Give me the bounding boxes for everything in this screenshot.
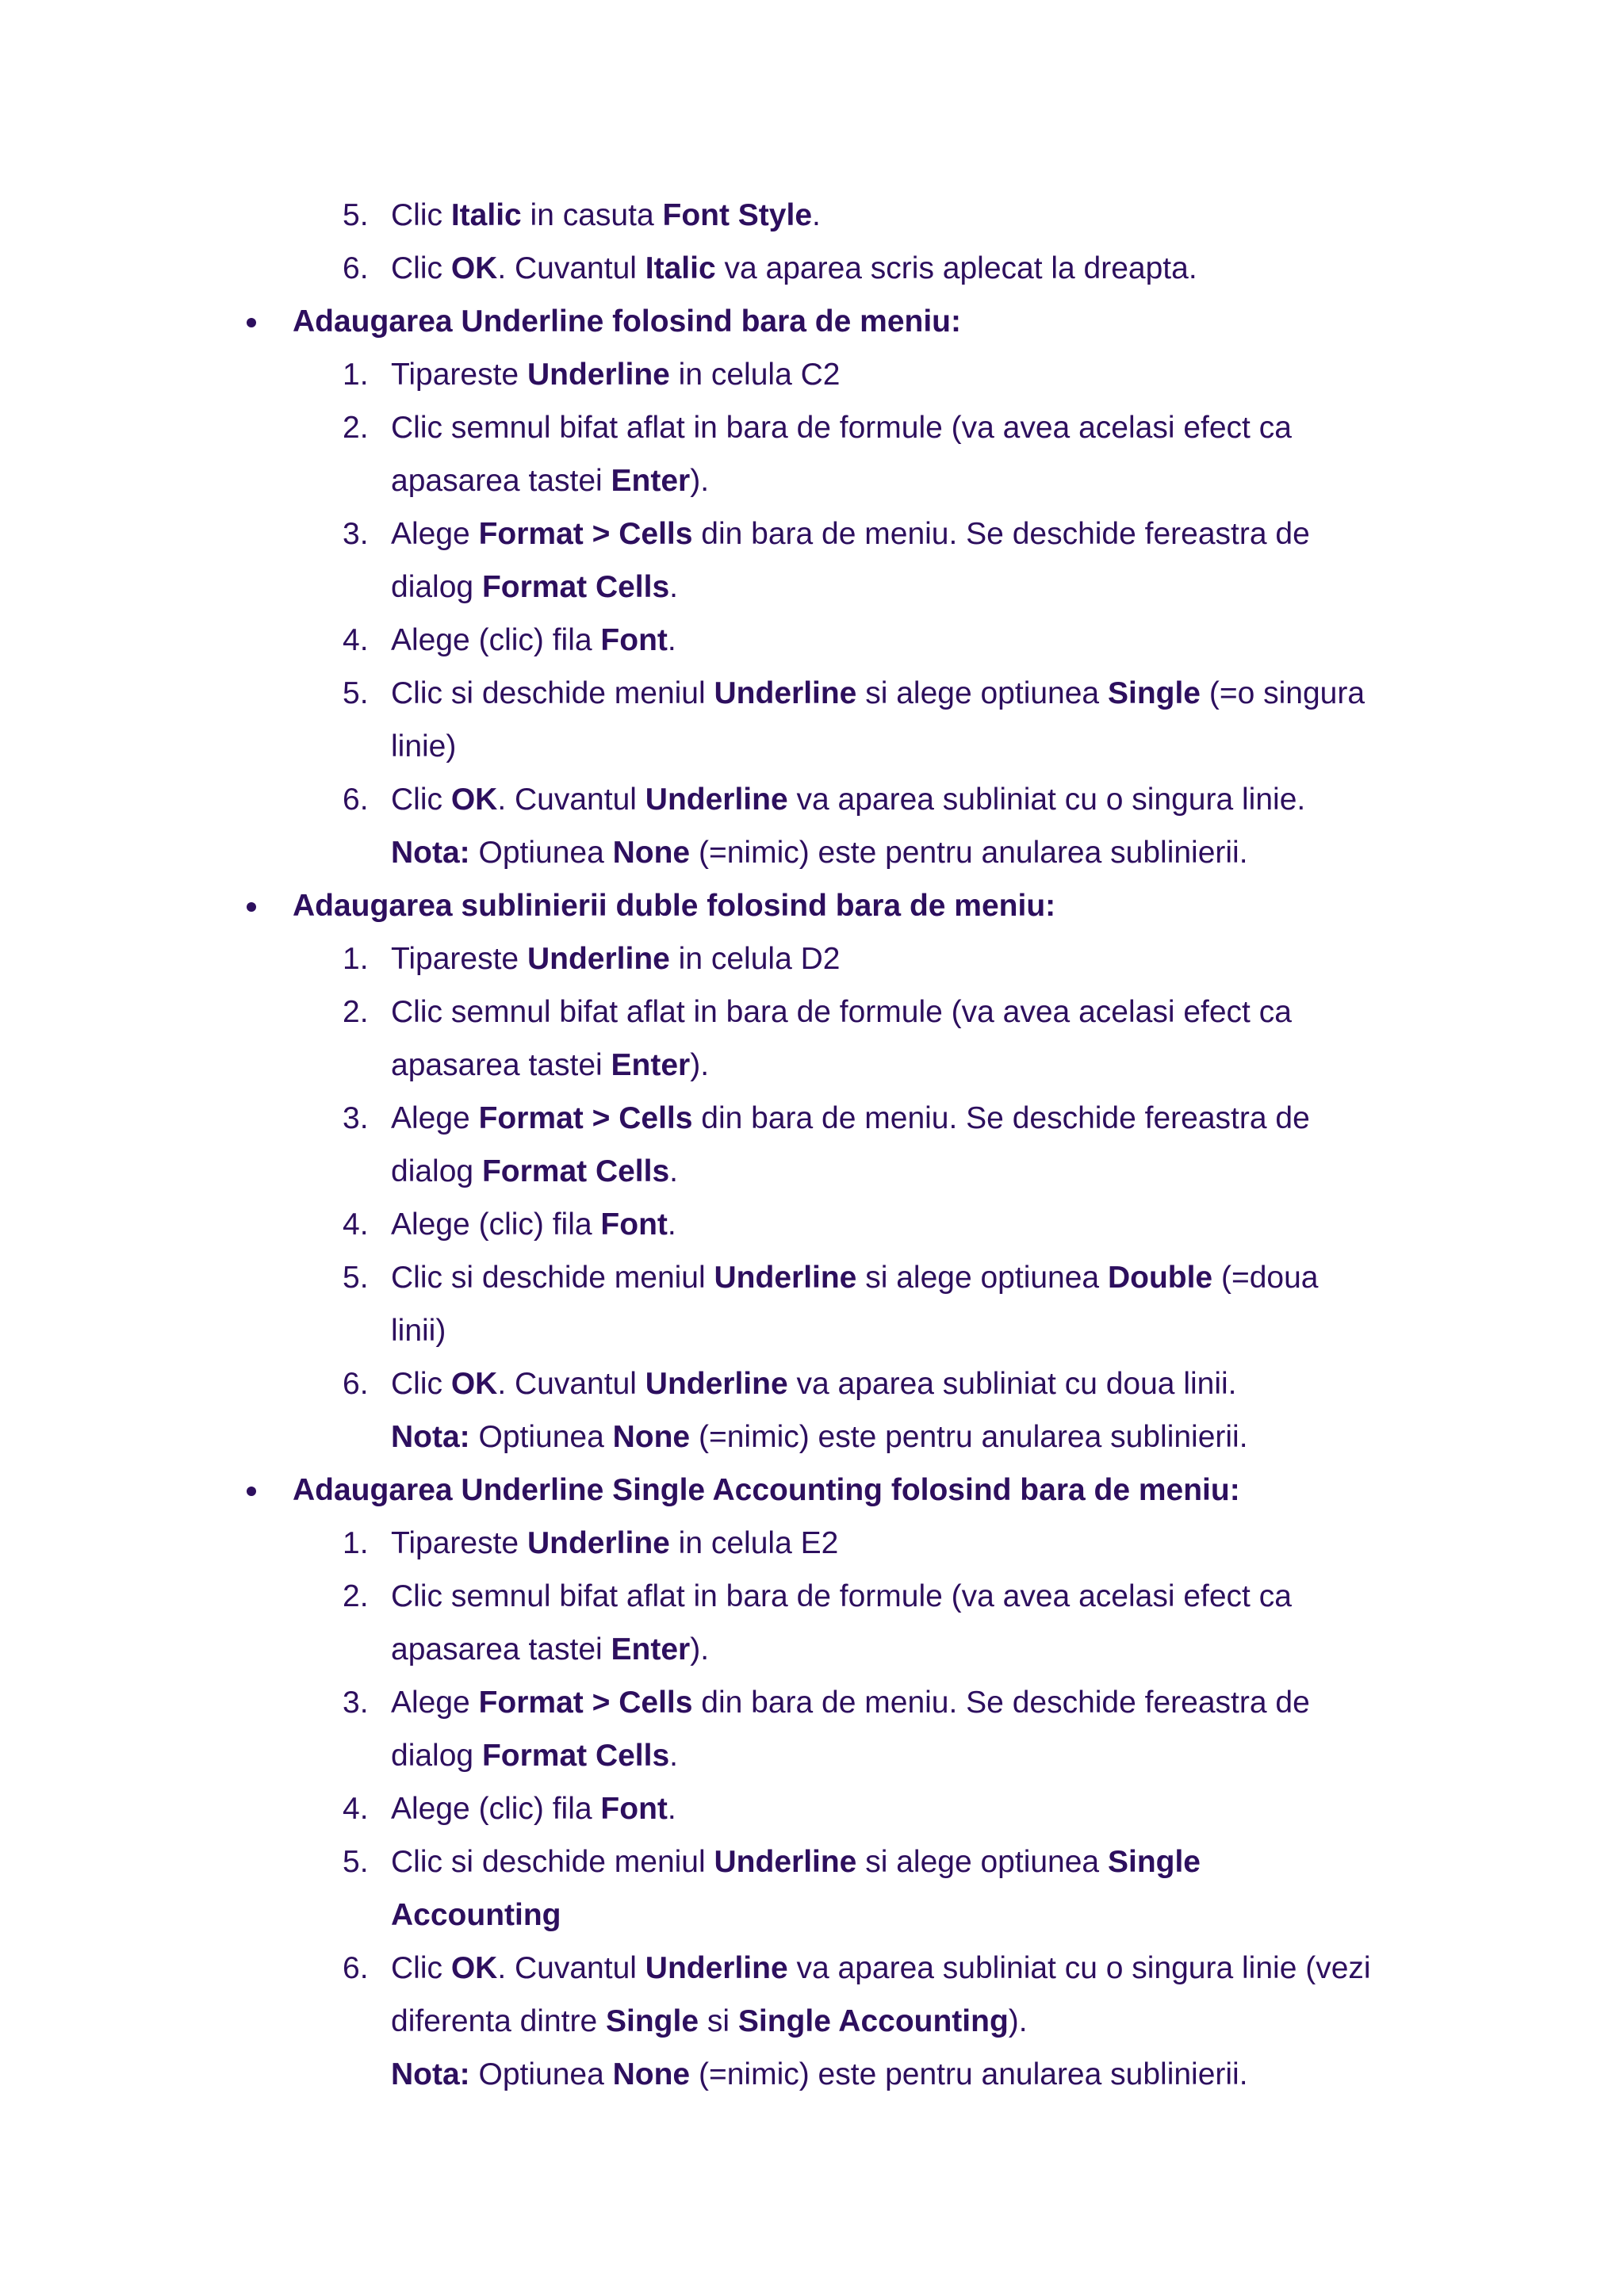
text-run: Alege [391,517,479,551]
step-text [391,1942,1371,1995]
bullet-heading [0,879,1624,932]
numbered-step [0,1570,1624,1623]
text-run: dialog [391,570,482,604]
text-run: (=doua [1212,1261,1319,1295]
bold-term: Single [1107,676,1201,710]
step-continuation [0,1623,1624,1676]
step-text [391,985,1292,1039]
text-run: Clic si deschide meniul [391,1845,714,1879]
step-number: 1. [343,1526,369,1560]
bold-term: OK [450,783,498,817]
bold-term: Underline [645,783,788,817]
text-run: Optiunea [469,1420,613,1454]
step-number: 6. [343,1367,369,1401]
bold-term: Nota: [391,2057,470,2091]
bold-term: Nota: [391,836,470,870]
text-run: . Cuvantul [497,783,645,817]
bold-term: Font [600,623,668,657]
text-run: . [669,1739,679,1773]
text-run: din bara de meniu. Se deschide fereastra de [692,1101,1310,1135]
step-text [391,1198,676,1251]
bold-term: Underline [645,1367,788,1401]
bold-term: Underline [645,1951,788,1985]
text-run: (=nimic) este pentru anularea sublinierii. [690,2057,1248,2091]
step-continuation [0,1410,1624,1464]
step-text [391,1092,1310,1145]
step-number: 2. [343,1579,369,1613]
step-continuation [0,1995,1624,2048]
bold-term: Format Cells [481,1739,670,1773]
text-run: si alege optiunea [856,1845,1108,1879]
step-text [391,1251,1319,1304]
text-run: (=o singura [1201,676,1365,710]
text-run: in celula D2 [669,942,841,976]
step-text [391,348,840,401]
bold-term: Underline [527,1526,670,1560]
text-run: Optiunea [469,2057,613,2091]
bold-term: Italic [645,251,716,285]
step-text [391,1676,1310,1729]
text-run: si [699,2004,738,2038]
text-run: ). [1008,2004,1028,2038]
step-text [391,1782,676,1835]
step-text [391,242,1197,295]
text-run: Alege (clic) fila [391,1792,601,1826]
numbered-step [0,242,1624,295]
text-run: Clic semnul bifat aflat in bara de formule (va avea acelasi efect ca [391,1579,1292,1613]
text-run: Tipareste [391,1526,527,1560]
bold-term: Single [606,2004,699,2038]
step-text [391,1835,1201,1888]
step-continuation [0,1304,1624,1357]
numbered-step [0,1835,1624,1888]
step-number: 6. [343,783,369,817]
text-run: Clic [391,1951,451,1985]
text-run: din bara de meniu. Se deschide fereastra de [692,1686,1310,1720]
numbered-step [0,1357,1624,1410]
text-run: apasarea tastei [391,1632,611,1667]
numbered-step [0,189,1624,242]
step-text [391,401,1292,454]
numbered-step [0,985,1624,1039]
step-number: 6. [343,251,369,285]
text-run: ). [690,1048,710,1082]
step-number: 5. [343,676,369,710]
step-continuation [0,561,1624,614]
text-run: Tipareste [391,358,527,392]
step-text [391,1888,561,1942]
text-run: . [669,570,679,604]
step-number: 4. [343,623,369,657]
step-text [391,1039,709,1092]
bold-term: Single Accounting [737,2004,1009,2038]
document-page [0,189,1624,2101]
text-run: va aparea subliniat cu o singura linie (vezi [787,1951,1371,1985]
bold-term: Format Cells [481,1154,670,1188]
step-number: 2. [343,411,369,445]
step-continuation [0,720,1624,773]
step-continuation [0,826,1624,879]
step-text [391,773,1305,826]
step-text [391,1623,709,1676]
bold-term: None [612,2057,691,2091]
bold-term: OK [450,1951,498,1985]
text-run: in celula E2 [669,1526,839,1560]
text-run: va aparea subliniat cu doua linii. [787,1367,1237,1401]
bold-term: Format > Cells [478,517,693,551]
step-number: 5. [343,1261,369,1295]
bold-term: Underline [714,1261,857,1295]
text-run: (=nimic) este pentru anularea sublinierii. [690,1420,1248,1454]
step-text [391,1410,1248,1464]
numbered-step [0,401,1624,454]
bullet-icon [247,318,256,327]
bold-term: Enter [611,1632,691,1667]
bold-term: Font Style [662,198,813,232]
step-text [391,454,709,507]
step-text [391,2048,1248,2101]
bold-term: Single [1107,1845,1201,1879]
bullet-heading-text: Adaugarea Underline folosind bara de meniu: [293,304,961,339]
step-text [391,1145,678,1198]
text-run: . Cuvantul [497,1367,645,1401]
bold-term: Format > Cells [478,1101,693,1135]
numbered-step [0,1676,1624,1729]
bold-term: Underline [527,942,670,976]
step-number: 1. [343,358,369,392]
step-continuation [0,1888,1624,1942]
bold-term: Font [600,1792,668,1826]
text-run: va aparea subliniat cu o singura linie. [787,783,1306,817]
text-run: Alege [391,1101,479,1135]
bold-term: Enter [611,1048,691,1082]
step-text [391,826,1248,879]
text-run: Optiunea [469,836,613,870]
bold-term: Format > Cells [478,1686,693,1720]
text-run: dialog [391,1154,482,1188]
text-run: si alege optiunea [856,676,1108,710]
bold-term: Italic [450,198,522,232]
bullet-heading-text: Adaugarea Underline Single Accounting folosind bara de meniu: [293,1473,1240,1507]
numbered-step [0,667,1624,720]
text-run: Clic si deschide meniul [391,1261,714,1295]
step-text [391,561,678,614]
numbered-step [0,348,1624,401]
text-run: in casuta [521,198,663,232]
text-run: . Cuvantul [497,1951,645,1985]
bold-term: OK [450,251,498,285]
text-run: Clic semnul bifat aflat in bara de formule (va avea acelasi efect ca [391,411,1292,445]
text-run: Clic [391,198,451,232]
numbered-step [0,773,1624,826]
numbered-step [0,1251,1624,1304]
numbered-step [0,932,1624,985]
text-run: va aparea scris aplecat la dreapta. [715,251,1197,285]
numbered-step [0,1092,1624,1145]
step-text [391,932,840,985]
step-text [391,1304,446,1357]
step-text [391,189,821,242]
text-run: Alege (clic) fila [391,623,601,657]
step-text [391,667,1365,720]
step-continuation [0,454,1624,507]
numbered-step [0,507,1624,561]
text-run: in celula C2 [669,358,841,392]
step-text [391,507,1310,561]
bold-term: Double [1107,1261,1213,1295]
step-number: 5. [343,1845,369,1879]
numbered-step [0,1942,1624,1995]
text-run: Clic semnul bifat aflat in bara de formule (va avea acelasi efect ca [391,995,1292,1029]
step-text [391,1357,1237,1410]
numbered-step [0,614,1624,667]
numbered-step [0,1517,1624,1570]
text-run: dialog [391,1739,482,1773]
text-run: diferenta dintre [391,2004,607,2038]
text-run: . [667,1792,676,1826]
text-run: si alege optiunea [856,1261,1108,1295]
step-text [391,1570,1292,1623]
bullet-icon [247,902,256,912]
text-run: linie) [391,729,457,763]
numbered-step [0,1198,1624,1251]
bold-term: Underline [527,358,670,392]
text-run: Clic si deschide meniul [391,676,714,710]
step-text [391,720,456,773]
step-number: 1. [343,942,369,976]
text-run: Clic [391,783,451,817]
step-number: 3. [343,1686,369,1720]
step-continuation [0,1039,1624,1092]
text-run: . [812,198,821,232]
step-number: 3. [343,517,369,551]
text-run: Alege (clic) fila [391,1207,601,1242]
bullet-heading [0,295,1624,348]
step-text [391,1995,1028,2048]
bold-term: None [612,1420,691,1454]
text-run: linii) [391,1314,446,1348]
bold-term: None [612,836,691,870]
bold-term: Font [600,1207,668,1242]
bold-term: Accounting [391,1898,561,1932]
text-run: (=nimic) este pentru anularea sublinierii. [690,836,1248,870]
bold-term: Underline [714,676,857,710]
step-text [391,614,676,667]
text-run: Clic [391,251,451,285]
step-number: 3. [343,1101,369,1135]
text-run: din bara de meniu. Se deschide fereastra de [692,517,1310,551]
bold-term: Underline [714,1845,857,1879]
text-run: . [667,1207,676,1242]
step-continuation [0,1145,1624,1198]
step-continuation [0,2048,1624,2101]
step-continuation [0,1729,1624,1782]
step-number: 4. [343,1792,369,1826]
text-run: Tipareste [391,942,527,976]
step-text [391,1729,678,1782]
bold-term: Enter [611,464,691,498]
text-run: apasarea tastei [391,1048,611,1082]
bullet-heading [0,1464,1624,1517]
text-run: . [667,623,676,657]
bullet-heading-text: Adaugarea sublinierii duble folosind bara de meniu: [293,889,1056,923]
text-run: . [669,1154,679,1188]
text-run: apasarea tastei [391,464,611,498]
text-run: ). [690,1632,710,1667]
bold-term: Format Cells [481,570,670,604]
bold-term: Nota: [391,1420,470,1454]
text-run: Clic [391,1367,451,1401]
step-number: 5. [343,198,369,232]
bold-term: OK [450,1367,498,1401]
text-run: Alege [391,1686,479,1720]
step-text [391,1517,838,1570]
numbered-step [0,1782,1624,1835]
step-number: 2. [343,995,369,1029]
step-number: 6. [343,1951,369,1985]
text-run: ). [690,464,710,498]
bullet-icon [247,1487,256,1496]
text-run: . Cuvantul [497,251,645,285]
step-number: 4. [343,1207,369,1242]
